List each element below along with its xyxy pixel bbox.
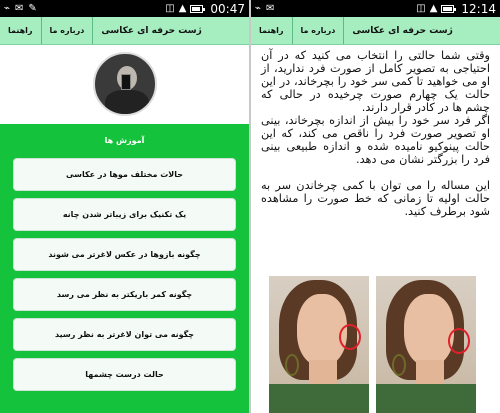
tutorials-section (0, 124, 249, 413)
help-tab[interactable]: راهنما (0, 17, 42, 44)
app-title: ژست حرفه ای عکاسی (352, 25, 453, 36)
clock: 12:14 (461, 1, 496, 16)
action-bar (0, 17, 249, 45)
menu-item-slimmer[interactable]: چگونه می توان لاغرتر به نظر رسید (13, 318, 236, 351)
menu-item-hair[interactable]: حالات مختلف موها در عکاسی (13, 158, 236, 191)
article-paragraph: اگر فرد سر خود را بیش از اندازه بچرخاند، بینی او تصویر صورت فرد را ناقص می کند، که این حالت پینوکیو نامیده شده و اندازه طبیعی بینی فرد را بزرگتر نشان می دهد. (261, 114, 490, 166)
avatar (93, 52, 157, 116)
usb-icon: ⌁ (4, 3, 11, 14)
vibrate-icon: ◫ (416, 3, 426, 14)
vibrate-icon: ◫ (165, 3, 175, 14)
section-title: آموزش ها (104, 136, 145, 145)
usb-icon: ⌁ (255, 3, 262, 14)
avatar-area (0, 45, 249, 123)
photo-after (376, 276, 476, 413)
menu-item-arms[interactable]: چگونه بازوها در عکس لاغرتر می شوند (13, 238, 236, 271)
article-body (251, 45, 500, 218)
clock: 00:47 (210, 1, 245, 16)
article-paragraph: این مساله را می توان با کمی چرخاندن سر به حالت اولیه تا زمانی که خط صورت را مشاهده شود برطرف کنید. (261, 179, 490, 218)
signal-icon: ▲ (429, 3, 438, 14)
about-tab[interactable]: درباره ما (42, 17, 94, 44)
photo-before (269, 276, 369, 413)
left-screen (0, 0, 249, 413)
help-tab[interactable]: راهنما (251, 17, 293, 44)
edit-icon: ✎ (28, 3, 37, 14)
earring (285, 354, 299, 376)
nose-highlight-circle (339, 324, 361, 350)
menu-item-eyes[interactable]: حالت درست چشمها (13, 358, 236, 391)
article-paragraph: وقتی شما حالتی را انتخاب می کنید که در آن احتیاجی به تصویر کامل از صورت فرد ندارید، از او می خواهید تا کمی سر خود را بچرخاند، در این حالت یک چهارم صورت چرخیده در حالی که چشم ها در کادر قرار دارند. (261, 49, 490, 114)
battery-icon (190, 5, 203, 13)
about-tab[interactable]: درباره ما (293, 17, 345, 44)
status-bar (0, 0, 249, 17)
comparison-photos (269, 276, 476, 413)
menu-item-waist[interactable]: چگونه کمر باریکتر به نظر می رسد (13, 278, 236, 311)
action-bar (251, 17, 500, 45)
menu-item-chin[interactable]: یک تکنیک برای زیباتر شدن چانه (13, 198, 236, 231)
app-title: ژست حرفه ای عکاسی (101, 25, 202, 36)
status-bar (251, 0, 500, 17)
signal-icon: ▲ (178, 3, 187, 14)
nose-highlight-circle (448, 328, 470, 354)
notification-icon: ✉ (266, 3, 275, 14)
battery-icon (441, 5, 454, 13)
earring (392, 354, 406, 376)
notification-icon: ✉ (15, 3, 24, 14)
